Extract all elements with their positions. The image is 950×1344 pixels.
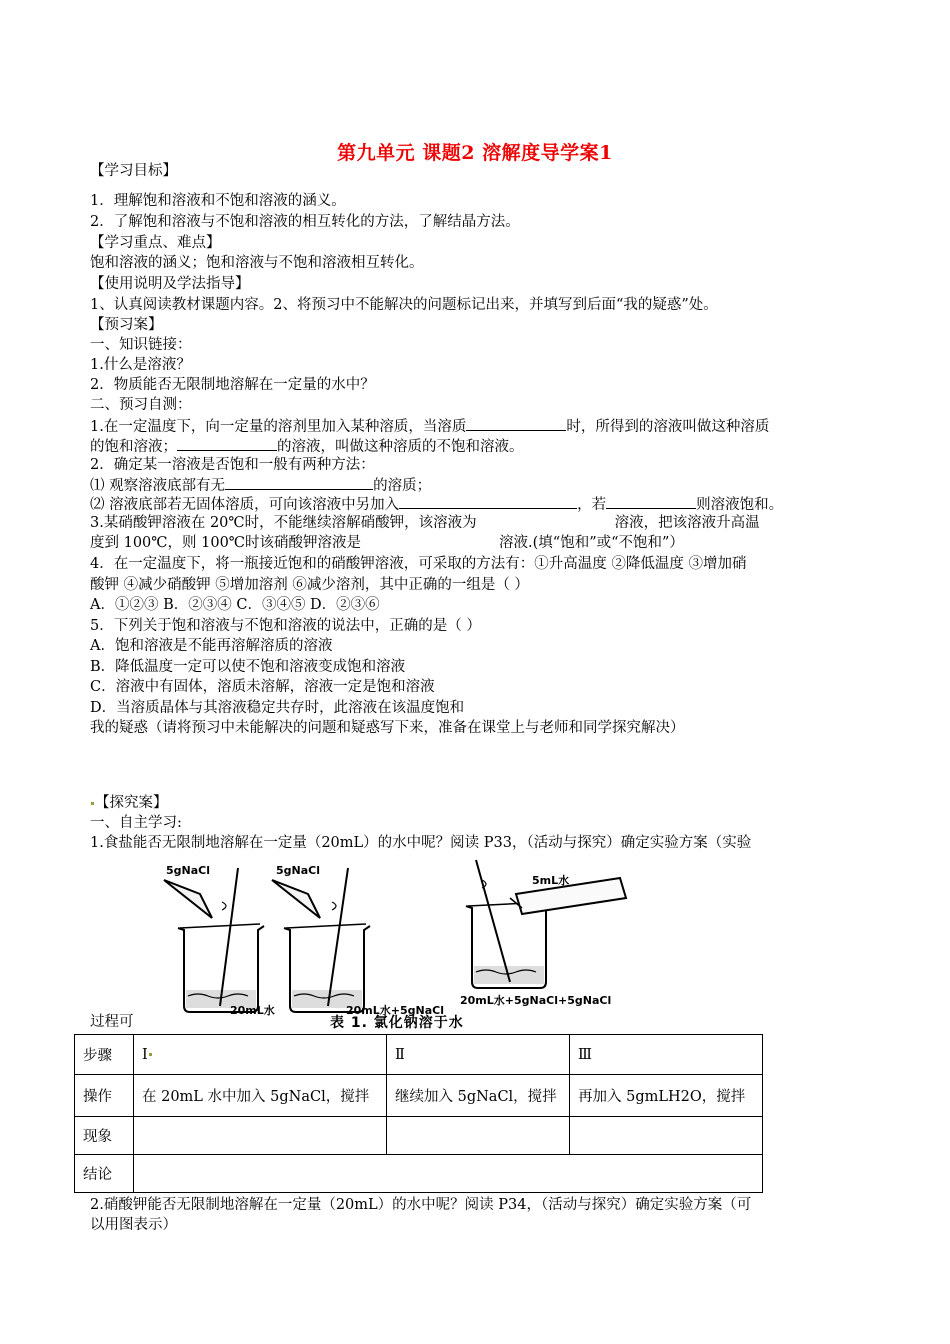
goal-item-1: 1．理解饱和溶液和不饱和溶液的涵义。 xyxy=(90,193,346,209)
text: 时，所得到的溶液叫做这种溶质 xyxy=(566,419,770,435)
self-test-q4-options: A．①②③ B．②③④ C．③④⑤ D．②③⑥ xyxy=(90,597,380,613)
self-test-q1-line1 xyxy=(90,416,880,437)
text: 度到 100℃，则 100℃时该硝酸钾溶液是 xyxy=(90,535,362,551)
table-cell: 步骤 xyxy=(75,1035,134,1075)
table-cell xyxy=(134,1035,387,1075)
self-test-q5-option-d: D．当溶质晶体与其溶液稳定共存时，此溶液在该温度饱和 xyxy=(90,700,465,716)
self-test-q3-line1 xyxy=(90,514,880,533)
table-cell[interactable] xyxy=(570,1117,763,1155)
self-test-q1-line2 xyxy=(90,436,880,457)
fill-blank[interactable] xyxy=(225,475,373,490)
explore-q2-line2: 以用图表示） xyxy=(90,1217,177,1233)
section-heading-key-points: 【学习重点、难点】 xyxy=(90,235,221,251)
text: 的饱和溶液； xyxy=(90,439,177,455)
text: ⑵ 溶液底部若无固体溶质，可向该溶液中另加入 xyxy=(90,497,400,513)
fill-blank[interactable] xyxy=(177,436,277,451)
self-test-q2: 2．确定某一溶液是否饱和一般有两种方法： xyxy=(90,457,375,473)
explore-q1-line1: 1.食盐能否无限制地溶解在一定量（20mL）的水中呢？阅读 P33，（活动与探究）确定实验方案（实验 xyxy=(90,835,752,851)
self-test-heading: 二、预习自测： xyxy=(90,397,192,413)
my-doubts-prompt: 我的疑惑（请将预习中未能解决的问题和疑惑写下来，准备在课堂上与老师和同学探究解决） xyxy=(90,720,685,736)
figure-caption-1: 20mL水 xyxy=(230,1004,275,1017)
table-cell[interactable] xyxy=(134,1117,387,1155)
experiment-figure xyxy=(160,858,630,1018)
figure-label-1: 5gNaCl xyxy=(166,864,210,877)
figure-caption-3: 20mL水+5gNaCl+5gNaCl xyxy=(460,994,612,1007)
page-title: 第九单元 课题2 溶解度导学案1 xyxy=(337,142,613,164)
table-caption: 表 1. 氯化钠溶于水 xyxy=(330,1015,464,1031)
figure-label-2: 5gNaCl xyxy=(276,864,320,877)
self-test-q4-line1: 4．在一定温度下，将一瓶接近饱和的硝酸钾溶液，可采取的方法有：①升高温度 ②降低温度 ③增加硝 xyxy=(90,556,747,572)
key-points-text: 饱和溶液的涵义；饱和溶液与不饱和溶液相互转化。 xyxy=(90,255,424,271)
self-study-heading: 一、自主学习: xyxy=(90,815,182,831)
table-cell[interactable] xyxy=(387,1117,570,1155)
cell-text: Ⅰ xyxy=(142,1046,148,1063)
text: 【探究案】 xyxy=(95,795,168,811)
section-heading-explore xyxy=(90,794,880,813)
explore-q1-line2: 过程可 xyxy=(90,1014,134,1030)
knowledge-link-heading: 一、知识链接： xyxy=(90,337,192,353)
figure-caption-2: 20mL水+5gNaCl xyxy=(346,1004,444,1017)
section-heading-instructions: 【使用说明及学法指导】 xyxy=(90,276,250,292)
marker-dot xyxy=(91,802,94,805)
table-cell: Ⅲ xyxy=(570,1035,763,1075)
marker-dot xyxy=(149,1053,152,1056)
section-heading-preview: 【预习案】 xyxy=(90,317,163,333)
beaker-1 xyxy=(164,868,264,1012)
beaker-2 xyxy=(272,868,370,1012)
self-test-q5-option-a: A．饱和溶液是不能再溶解溶质的溶液 xyxy=(90,638,333,654)
table-cell: 操作 xyxy=(75,1075,134,1117)
text: 的溶液，叫做这种溶质的不饱和溶液。 xyxy=(277,439,524,455)
question-2: 2．物质能否无限制地溶解在一定量的水中？ xyxy=(90,377,375,393)
table-cell: 再加入 5gmLH2O，搅拌 xyxy=(570,1075,763,1117)
table-row xyxy=(75,1035,763,1075)
self-test-q2-method2 xyxy=(90,494,880,515)
fill-blank[interactable] xyxy=(606,494,696,509)
self-test-q3-line2 xyxy=(90,534,880,553)
experiment-table xyxy=(74,1034,763,1193)
self-test-q5-option-b: B．降低温度一定可以使不饱和溶液变成饱和溶液 xyxy=(90,659,406,675)
self-test-q4-line2: 酸钾 ④减少硝酸钾 ⑤增加溶剂 ⑥减少溶剂，其中正确的一组是（ ） xyxy=(90,577,529,593)
fill-blank[interactable] xyxy=(466,416,566,431)
table-row xyxy=(75,1075,763,1117)
text: 1.在一定温度下，向一定量的溶剂里加入某种溶质，当溶质 xyxy=(90,419,467,435)
table-row xyxy=(75,1117,763,1155)
text: 的溶质； xyxy=(373,478,432,494)
table-cell: 结论 xyxy=(75,1155,134,1193)
self-test-q5: 5．下列关于饱和溶液与不饱和溶液的说法中，正确的是（ ） xyxy=(90,618,481,634)
text: 3.某硝酸钾溶液在 20℃时，不能继续溶解硝酸钾，该溶液为 xyxy=(90,515,477,531)
figure-label-3: 5mL水 xyxy=(532,874,570,887)
goal-item-2: 2．了解饱和溶液与不饱和溶液的相互转化的方法，了解结晶方法。 xyxy=(90,214,520,230)
table-cell: 现象 xyxy=(75,1117,134,1155)
table-cell[interactable] xyxy=(134,1155,763,1193)
text: ⑴ 观察溶液底部有无 xyxy=(90,478,226,494)
self-test-q2-method1 xyxy=(90,475,880,496)
text: 则溶液饱和。 xyxy=(696,497,784,513)
explore-q2-line1: 2.硝酸钾能否无限制地溶解在一定量（20mL）的水中呢？阅读 P34，（活动与探究）确定实验方案（可 xyxy=(90,1197,752,1213)
table-cell: Ⅱ xyxy=(387,1035,570,1075)
section-heading-goals: 【学习目标】 xyxy=(90,163,177,179)
fill-blank[interactable] xyxy=(399,494,577,509)
table-row xyxy=(75,1155,763,1193)
table-cell: 在 20mL 水中加入 5gNaCl，搅拌 xyxy=(134,1075,387,1117)
instructions-text: 1、认真阅读教材课题内容。2、将预习中不能解决的问题标记出来，并填写到后面“我的疑惑”处。 xyxy=(90,297,718,313)
text: 溶液.(填“饱和”或“不饱和”） xyxy=(499,535,684,551)
question-1: 1.什么是溶液？ xyxy=(90,357,191,373)
text: 溶液，把该溶液升高温 xyxy=(614,515,760,531)
text: ，若 xyxy=(577,497,607,513)
self-test-q5-option-c: C．溶液中有固体，溶质未溶解，溶液一定是饱和溶液 xyxy=(90,679,435,695)
table-cell: 继续加入 5gNaCl，搅拌 xyxy=(387,1075,570,1117)
